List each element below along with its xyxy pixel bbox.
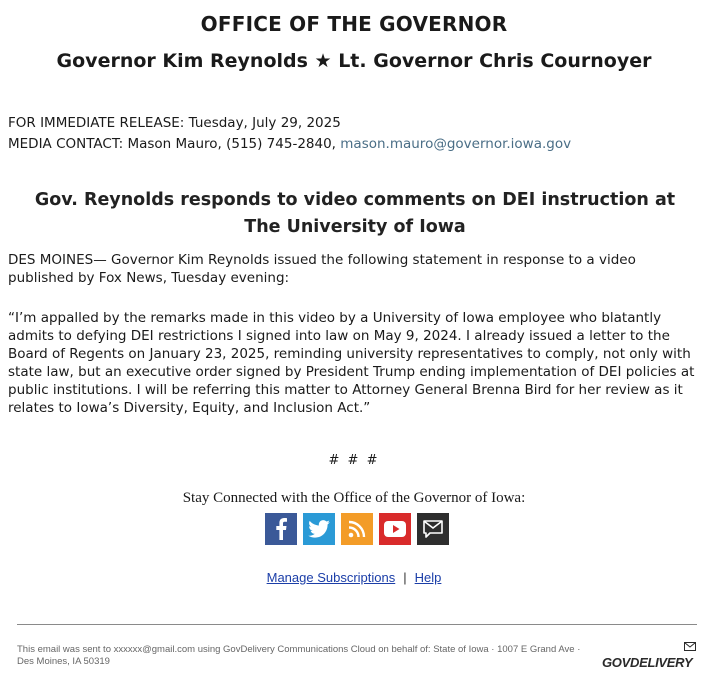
rss-icon bbox=[348, 520, 366, 538]
contact-email-link[interactable]: mason.mauro@governor.iowa.gov bbox=[340, 136, 572, 152]
intro-paragraph: DES MOINES— Governor Kim Reynolds issued the following statement in response to a video published by Fox News, Tuesday evening: bbox=[8, 252, 636, 286]
twitter-icon bbox=[308, 520, 330, 538]
release-info bbox=[8, 113, 571, 155]
manage-subscriptions-link[interactable]: Manage Subscriptions bbox=[266, 570, 396, 585]
govdelivery-wordmark: GOVDELIVERY bbox=[602, 655, 693, 670]
footer-disclaimer: This email was sent to xxxxxx@gmail.com using GovDelivery Communications Cloud on behalf of: State of Iowa · 1007 E Grand Ave · Des Moines, IA 50319 bbox=[17, 644, 581, 667]
press-headline: Gov. Reynolds responds to video comments on DEI instruction at The University of Iowa bbox=[34, 190, 676, 237]
envelope-icon bbox=[684, 642, 696, 651]
link-separator: | bbox=[403, 570, 407, 585]
footer-divider bbox=[17, 624, 697, 625]
facebook-button[interactable] bbox=[265, 513, 297, 545]
stay-connected-text: Stay Connected with the Office of the Governor of Iowa: bbox=[182, 490, 526, 506]
media-contact bbox=[8, 134, 571, 155]
email-button[interactable] bbox=[417, 513, 449, 545]
twitter-button[interactable] bbox=[303, 513, 335, 545]
governors-line: Governor Kim Reynolds ★ Lt. Governor Chris Cournoyer bbox=[56, 50, 652, 72]
youtube-icon bbox=[383, 520, 407, 538]
email-icon bbox=[422, 519, 444, 539]
office-title: OFFICE OF THE GOVERNOR bbox=[200, 12, 508, 36]
youtube-button[interactable] bbox=[379, 513, 411, 545]
end-mark: # # # bbox=[328, 453, 380, 468]
help-link[interactable]: Help bbox=[414, 570, 442, 585]
social-links bbox=[265, 513, 449, 545]
quote-paragraph: “I’m appalled by the remarks made in this video by a University of Iowa employee who blatantly admits to defying DEI restrictions I signed into law on May 9, 2024. I already issued a letter to the Board of Regents on January 23, 2025, reminding university representatives to comply, not only with state law, but an executive order signed by President Trump ending implementation of DEI policies at public institutions. I will be referring this matter to Attorney General Brenna Bird for her review as it relates to Iowa’s Diversity, Equity, and Inclusion Act.” bbox=[8, 310, 695, 416]
media-contact-text: MEDIA CONTACT: Mason Mauro, (515) 745-2840, bbox=[8, 136, 341, 152]
subscription-links bbox=[0, 570, 708, 585]
release-date: FOR IMMEDIATE RELEASE: Tuesday, July 29, 2025 bbox=[8, 115, 341, 131]
rss-button[interactable] bbox=[341, 513, 373, 545]
govdelivery-logo[interactable] bbox=[602, 642, 702, 672]
facebook-icon bbox=[274, 518, 288, 540]
